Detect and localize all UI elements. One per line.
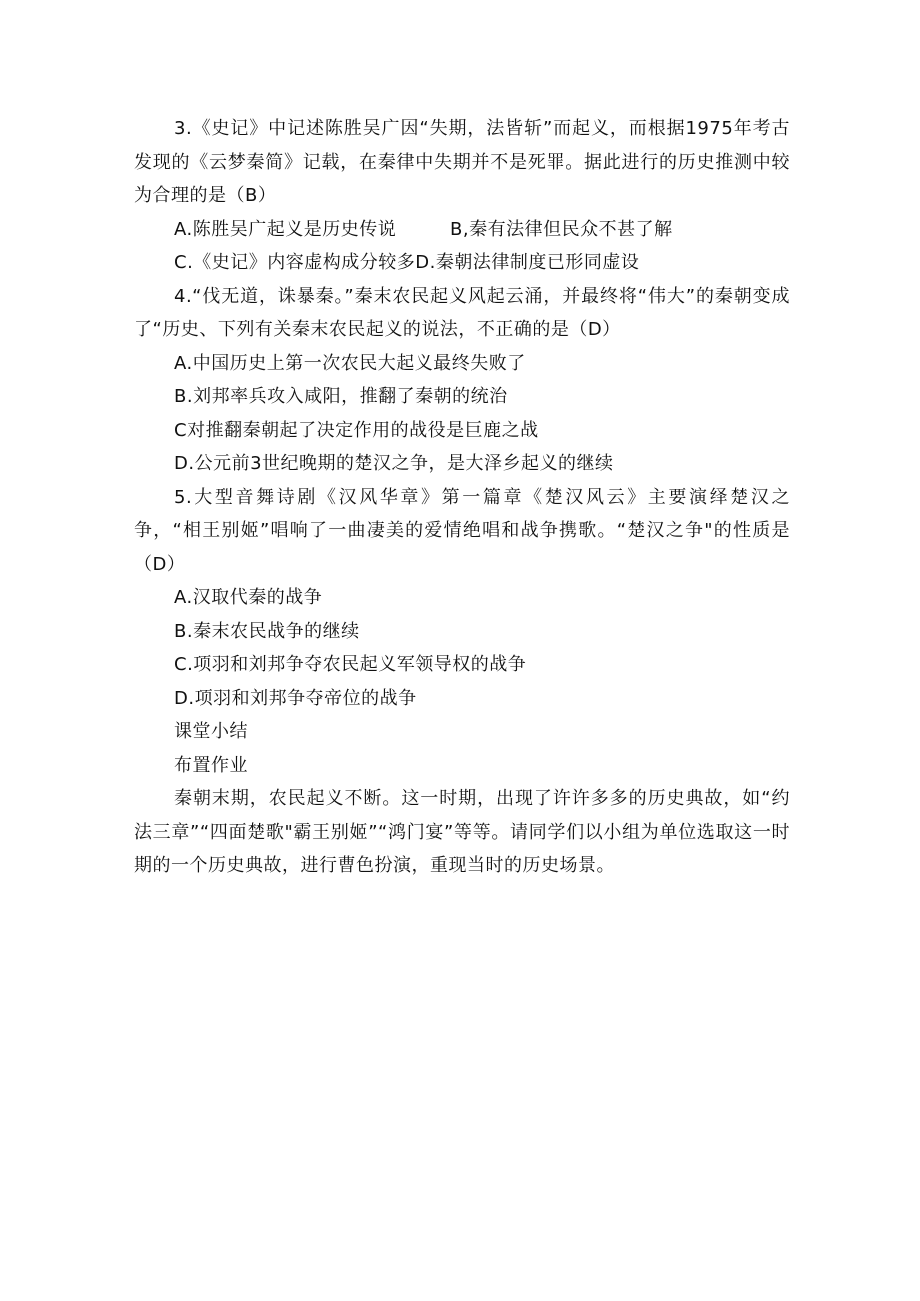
question-4-option-d: D.公元前3世纪晚期的楚汉之争，是大泽乡起义的继续 xyxy=(174,453,614,474)
question-5-option-c: C.项羽和刘邦争夺农民起义军领导权的战争 xyxy=(174,654,527,675)
question-3-option-a: A.陈胜吴广起义是历史传说 xyxy=(174,218,397,240)
document-body xyxy=(134,112,790,883)
question-5-stem: 5.大型音舞诗剧《汉风华章》第一篇章《楚汉风云》主要演绎楚汉之争，“相王别姬”唱响了一曲凄美的爱情绝唱和战争携歌。“楚汉之争"的性质是（D） xyxy=(134,486,790,575)
homework-heading: 布置作业 xyxy=(174,754,248,776)
question-4-stem: 4.“伐无道，诛暴秦。”秦末农民起义风起云涌，并最终将“伟大”的秦朝变成了“历史、下列有关秦末农民起义的说法，不正确的是（D） xyxy=(134,285,790,340)
question-3-options-cd xyxy=(134,246,790,280)
question-5-option-a: A.汉取代秦的战争 xyxy=(174,587,323,608)
question-3-options-ab xyxy=(134,213,790,247)
question-4-option-a: A.中国历史上第一次农民大起义最终失败了 xyxy=(174,352,526,374)
question-3-stem: 3.《史记》中记述陈胜吴广因“失期，法皆斩”而起义，而根据1975年考古发现的《云梦秦简》记载，在秦律中失期并不是死罪。据此进行的历史推测中较为合理的是（B） xyxy=(134,118,790,206)
question-4-option-c: C对推翻秦朝起了决定作用的战役是巨鹿之战 xyxy=(174,419,539,441)
question-3-option-b: B,秦有法律但民众不甚了解 xyxy=(450,218,673,240)
question-3-option-d: D.秦朝法律制度已形同虚设 xyxy=(415,252,640,273)
question-5-option-b: B.秦末农民战争的继续 xyxy=(174,620,360,642)
question-5-option-d: D.项羽和刘邦争夺帝位的战争 xyxy=(174,687,417,709)
homework-text: 秦朝末期，农民起义不断。这一时期，出现了许许多多的历史典故，如“约法三章”“四面楚歌"霸王别姬”“鸿门宴”等等。请同学们以小组为单位选取这一时期的一个历史典故，进行曹色扮演，重现当时的历史场景。 xyxy=(134,788,790,876)
summary-heading: 课堂小结 xyxy=(174,721,248,742)
question-3-option-c: C.《史记》内容虚构成分较多 xyxy=(174,252,416,273)
question-4-option-b: B.刘邦率兵攻入咸阳，推翻了秦朝的统治 xyxy=(174,386,508,407)
